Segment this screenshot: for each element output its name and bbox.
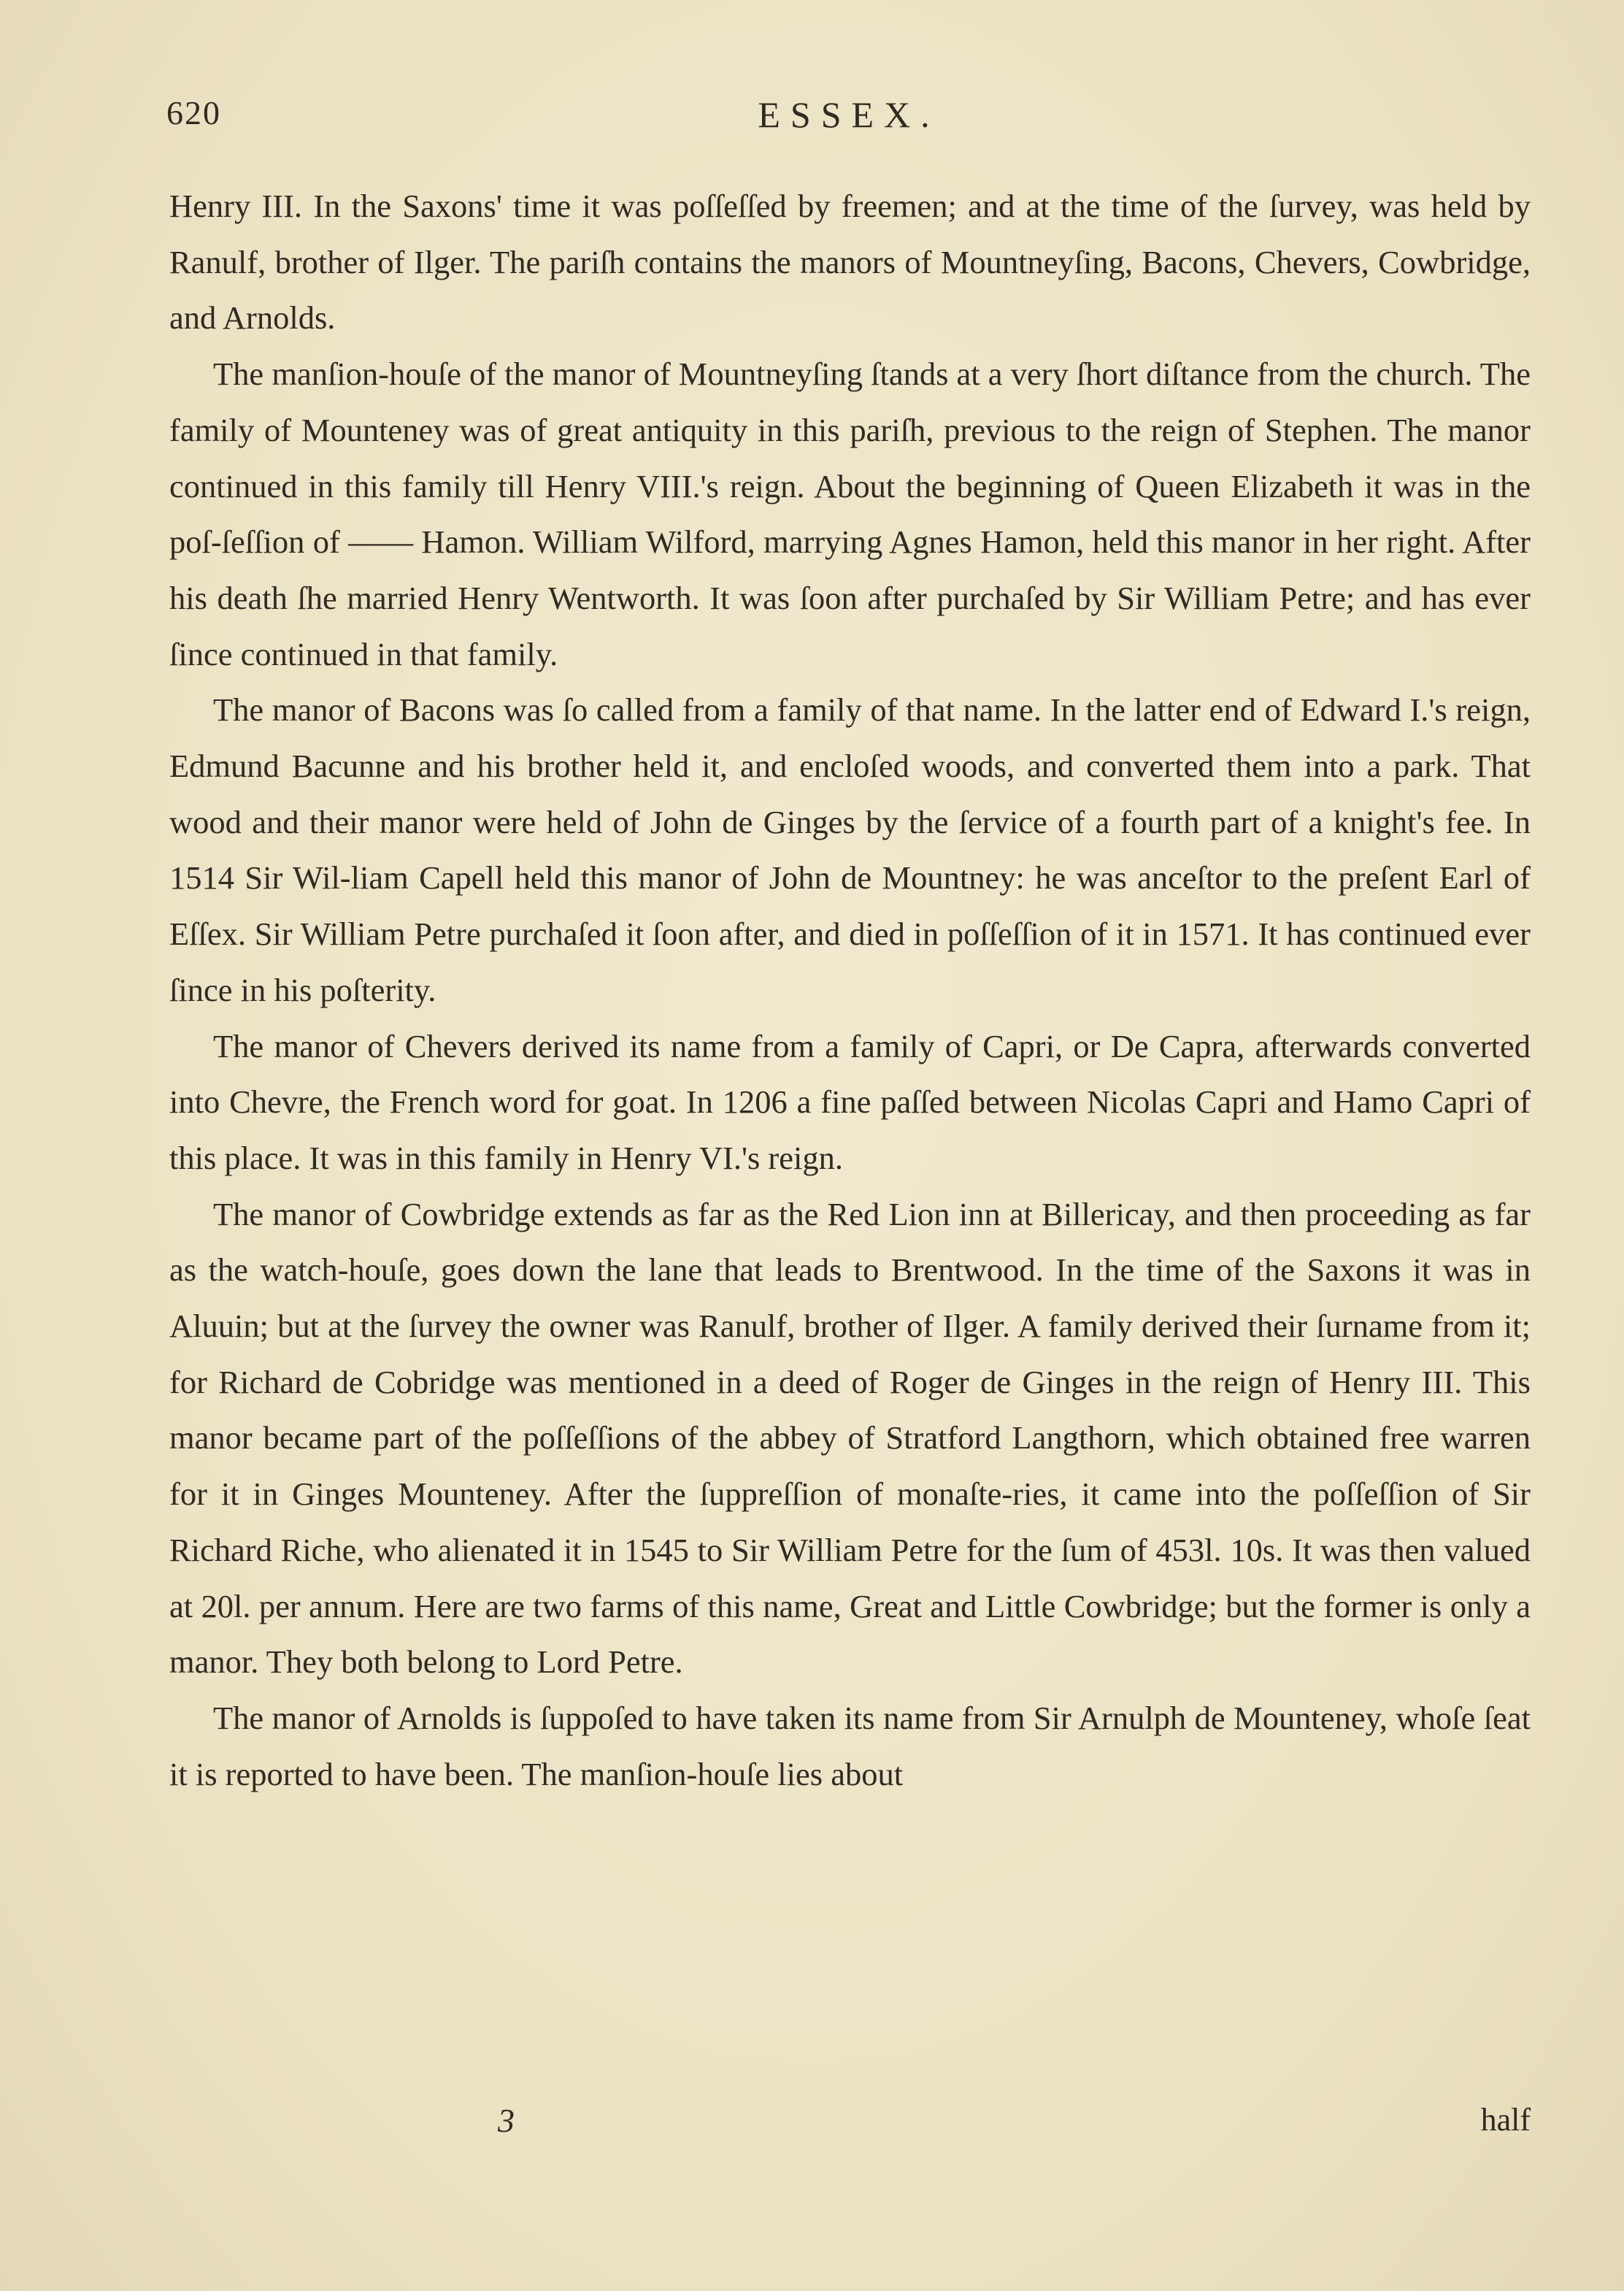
signature-mark: 3	[498, 2102, 515, 2139]
body-text	[169, 178, 1531, 1802]
page-header	[166, 93, 1531, 145]
paragraph-cowbridge: The manor of Cowbridge extends as far as the Red Lion inn at Billericay, and then proceeding as far as the watch-houſe, goes down the lane that leads to Brentwood. In the time of the Saxons it was in Aluuin; but at the ſurvey the owner was Ranulf, brother of Ilger. A family derived their ſurname from it; for Richard de Cobridge was mentioned in a deed of Roger de Ginges in the reign of Henry III. This manor became part of the poſſeſſions of the abbey of Stratford Langthorn, which obtained free warren for it in Ginges Mounteney. After the ſuppreſſion of monaſte-ries, it came into the poſſeſſion of Sir Richard Riche, who alienated it in 1545 to Sir William Petre for the ſum of 453l. 10s. It was then valued at 20l. per annum. Here are two farms of this name, Great and Little Cowbridge; but the former is only a manor. They both belong to Lord Petre.	[169, 1195, 1531, 1681]
running-head: ESSEX.	[758, 94, 940, 135]
page-footer	[169, 2101, 1531, 2152]
paragraph-chevers: The manor of Chevers derived its name from a family of Capri, or De Capra, afterwards converted into Chevre, the French word for goat. In 1206 a fine paſſed between Nicolas Capri and Hamo Capri of this place. It was in this family in Henry VI.'s reign.	[169, 1027, 1531, 1176]
paragraph-mountneysing: The manſion-houſe of the manor of Mountneyſing ſtands at a very ſhort diſtance from the church. The family of Mounteney was of great antiquity in this pariſh, previous to the reign of Stephen. The manor continued in this family till Henry VIII.'s reign. About the beginning of Queen Elizabeth it was in the poſ-ſeſſion of —— Hamon. William Wilford, marrying Agnes Hamon, held this manor in her right. After his death ſhe married Henry Wentworth. It was ſoon after purchaſed by Sir William Petre; and has ever ſince continued in that family.	[169, 356, 1531, 672]
page-number: 620	[166, 94, 221, 131]
paragraph-bacons: The manor of Bacons was ſo called from a family of that name. In the latter end of Edward I.'s reign, Edmund Bacunne and his brother held it, and encloſed woods, and converted them into a park. That wood and their manor were held of John de Ginges by the ſervice of a fourth part of a knight's fee. In 1514 Sir Wil-liam Capell held this manor of John de Mountney: he was anceſtor to the preſent Earl of Eſſex. Sir William Petre purchaſed it ſoon after, and died in poſſeſſion of it in 1571. It has continued ever ſince in his poſterity.	[169, 691, 1531, 1008]
paragraph-continuation: Henry III. In the Saxons' time it was poſſeſſed by freemen; and at the time of the ſurvey, was held by Ranulf, brother of Ilger. The pariſh contains the manors of Mountneyſing, Bacons, Chevers, Cowbridge, and Arnolds.	[169, 188, 1531, 337]
catchword: half	[1480, 2102, 1531, 2138]
paragraph-arnolds: The manor of Arnolds is ſuppoſed to have taken its name from Sir Arnulph de Mounteney, whoſe ſeat it is reported to have been. The manſion-houſe lies about	[169, 1699, 1531, 1792]
